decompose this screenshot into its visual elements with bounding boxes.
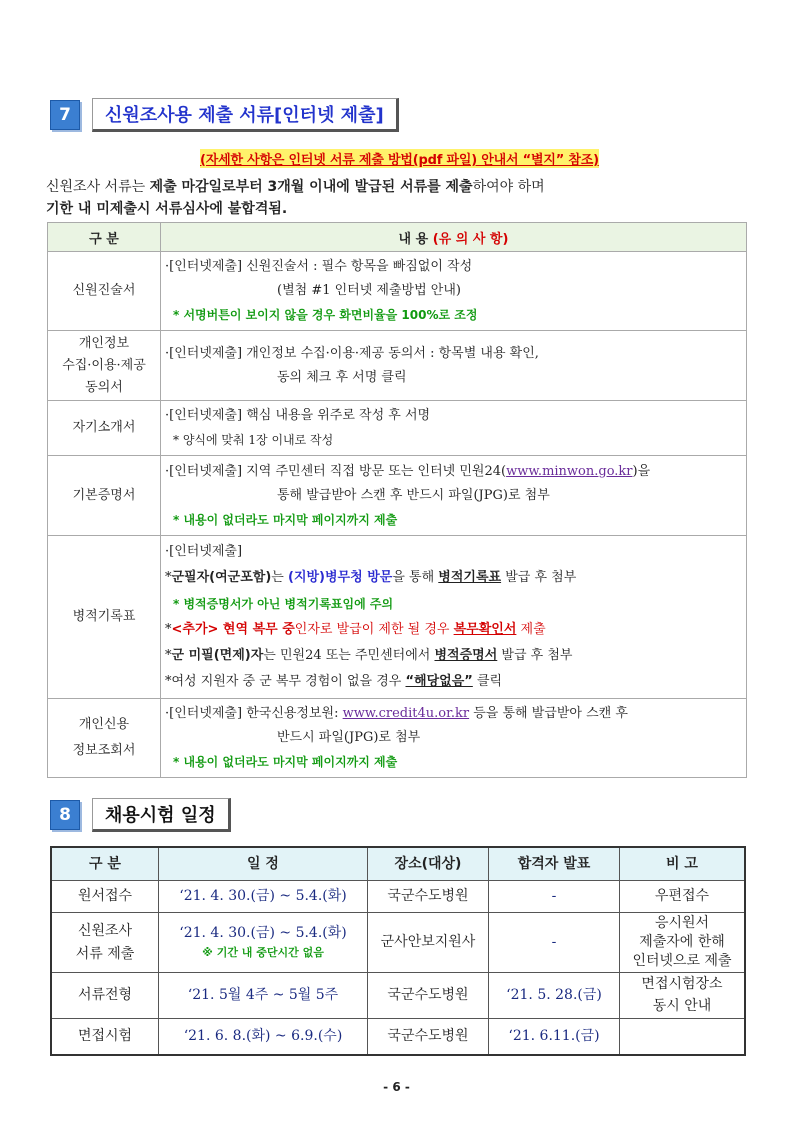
cell-category: 면접시험 bbox=[51, 1019, 159, 1055]
schedule-table bbox=[50, 846, 746, 1056]
cell-date: ‘21. 5월 4주 ~ 5월 5주 bbox=[159, 973, 368, 1019]
cell-date: ‘21. 4. 30.(금) ~ 5.4.(화) ※ 기간 내 중단시간 없음 bbox=[159, 913, 368, 973]
table-header-row bbox=[48, 223, 747, 252]
page-number: - 6 - bbox=[383, 1080, 410, 1094]
table-row bbox=[51, 881, 745, 913]
warning-note: * 내용이 없더라도 마지막 페이지까지 제출 bbox=[173, 512, 398, 527]
warning-note: * 서명버튼이 보이지 않을 경우 화면비율을 100%로 조정 bbox=[173, 308, 478, 322]
cell-place: 국군수도병원 bbox=[368, 1019, 489, 1055]
row-category: 개인정보 수집·이용·제공 동의서 bbox=[48, 331, 161, 401]
table-row bbox=[48, 699, 747, 778]
section-title: 신원조사용 제출 서류[인터넷 제출] bbox=[92, 98, 399, 132]
row-category: 신원진술서 bbox=[48, 252, 161, 331]
cell-note bbox=[620, 1019, 746, 1055]
cell-note: 응시원서 제출자에 한해 인터넷으로 제출 bbox=[620, 913, 746, 973]
table-row bbox=[51, 913, 745, 973]
cell-note: 면접시험장소 동시 안내 bbox=[620, 973, 746, 1019]
table-row bbox=[51, 973, 745, 1019]
cell-place: 국군수도병원 bbox=[368, 881, 489, 913]
cell-place: 국군수도병원 bbox=[368, 973, 489, 1019]
header-category: 구 분 bbox=[48, 223, 161, 252]
section-7-heading bbox=[50, 98, 399, 132]
table-row bbox=[48, 331, 747, 401]
header-cell: 구 분 bbox=[51, 847, 159, 881]
intro-line-2: 기한 내 미제출시 서류심사에 불합격됨. bbox=[46, 201, 288, 217]
section-8-heading bbox=[50, 798, 231, 832]
intro-emphasis: 제출 마감일로부터 3개월 이내에 발급된 서류를 제출 bbox=[149, 179, 473, 195]
cell-category: 신원조사 서류 제출 bbox=[51, 913, 159, 973]
cell-result: - bbox=[489, 881, 620, 913]
cell-category: 원서접수 bbox=[51, 881, 159, 913]
table-row bbox=[51, 1019, 745, 1055]
cell-result: ‘21. 6.11.(금) bbox=[489, 1019, 620, 1055]
reference-note: (자세한 사항은 인터넷 서류 제출 방법(pdf 파일) 안내서 “별지” 참조) bbox=[200, 149, 599, 168]
cell-result: - bbox=[489, 913, 620, 973]
credit4u-link[interactable]: www.credit4u.or.kr bbox=[342, 706, 470, 721]
row-category: 개인신용 정보조회서 bbox=[48, 699, 161, 778]
table-header-row bbox=[51, 847, 745, 881]
minwon-link[interactable]: www.minwon.go.kr bbox=[506, 463, 633, 479]
header-cell: 일 정 bbox=[159, 847, 368, 881]
table-row bbox=[48, 456, 747, 536]
warning-note: * 내용이 없더라도 마지막 페이지까지 제출 bbox=[173, 755, 398, 769]
cell-place: 군사안보지원사 bbox=[368, 913, 489, 973]
row-content: ·[인터넷제출] 한국신용정보원: www.credit4u.or.kr 등을 통해 발급받아 스캔 후 반드시 파일(JPG)로 첨부 * 내용이 없더라도 마지막 페이지까지 제출 bbox=[161, 699, 747, 778]
documents-table bbox=[47, 222, 747, 778]
row-category: 병적기록표 bbox=[48, 536, 161, 699]
row-content: ·[인터넷제출] *군필자(여군포함)는 (지방)병무청 방문을 통해 병적기록표 발급 후 첨부 * 병적증명서가 아닌 병적기록표임에 주의 *<추가> 현역 복무 중인자로 발급이 제한 될 경우 복무확인서 제출 *군 미필(면제)자는 민원24 또는 주민센터에서 병적증명서 발급 후 첨부 *여성 지원자 중 군 복무 경험이 없을 경우 “해당없음” 클릭 bbox=[161, 536, 747, 699]
table-row bbox=[48, 536, 747, 699]
header-cell: 장소(대상) bbox=[368, 847, 489, 881]
header-content: 내 용 (유 의 사 항) bbox=[161, 223, 747, 252]
cell-result: ‘21. 5. 28.(금) bbox=[489, 973, 620, 1019]
table-row bbox=[48, 401, 747, 456]
row-category: 자기소개서 bbox=[48, 401, 161, 456]
header-cell: 비 고 bbox=[620, 847, 746, 881]
row-content: ·[인터넷제출] 지역 주민센터 직접 방문 또는 인터넷 민원24(www.minwon.go.kr)을 통해 발급받아 스캔 후 반드시 파일(JPG)로 첨부 * 내용이 없더라도 마지막 페이지까지 제출 bbox=[161, 456, 747, 536]
intro-line-1: 신원조사 서류는 제출 마감일로부터 3개월 이내에 발급된 서류를 제출하여야 하며 bbox=[46, 179, 545, 195]
warning-note: * 병적증명서가 아닌 병적기록표임에 주의 bbox=[173, 597, 394, 611]
row-content: ·[인터넷제출] 개인정보 수집·이용·제공 동의서 : 항목별 내용 확인, 동의 체크 후 서명 클릭 bbox=[161, 331, 747, 401]
cell-date: ‘21. 6. 8.(화) ~ 6.9.(수) bbox=[159, 1019, 368, 1055]
section-number-badge: 7 bbox=[50, 100, 80, 130]
header-cell: 합격자 발표 bbox=[489, 847, 620, 881]
row-content: ·[인터넷제출] 핵심 내용을 위주로 작성 후 서명 * 양식에 맞춰 1장 이내로 작성 bbox=[161, 401, 747, 456]
section-title: 채용시험 일정 bbox=[92, 798, 231, 832]
table-row bbox=[48, 252, 747, 331]
cell-note: 우편접수 bbox=[620, 881, 746, 913]
cell-date: ‘21. 4. 30.(금) ~ 5.4.(화) bbox=[159, 881, 368, 913]
section-number-badge: 8 bbox=[50, 800, 80, 830]
cell-category: 서류전형 bbox=[51, 973, 159, 1019]
row-category: 기본증명서 bbox=[48, 456, 161, 536]
row-content: ·[인터넷제출] 신원진술서 : 필수 항목을 빠짐없이 작성 (별첨 #1 인터넷 제출방법 안내) * 서명버튼이 보이지 않을 경우 화면비율을 100%로 조정 bbox=[161, 252, 747, 331]
